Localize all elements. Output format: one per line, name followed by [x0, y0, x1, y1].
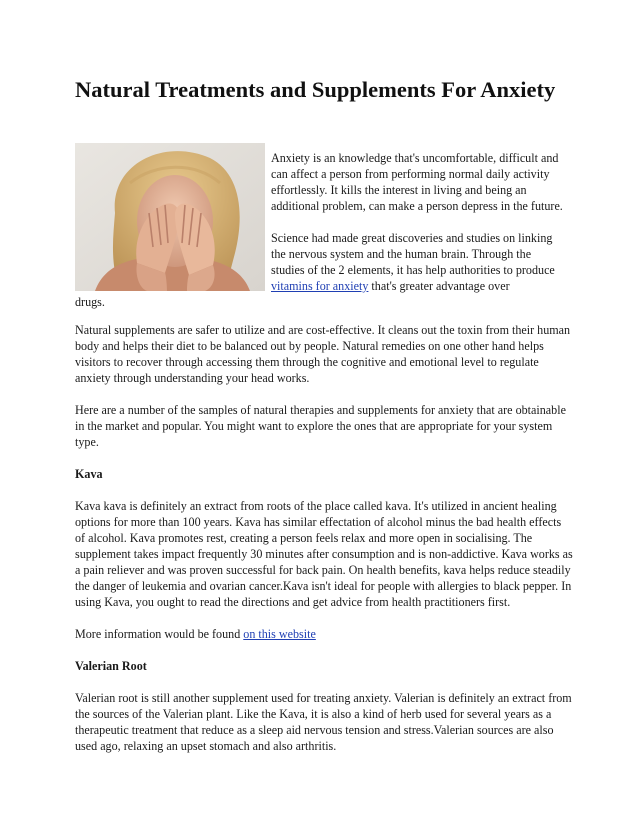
vitamins-for-anxiety-link[interactable]: vitamins for anxiety — [271, 279, 369, 293]
more-info-paragraph — [75, 626, 573, 642]
website-link[interactable]: on this website — [243, 627, 316, 641]
woman-holding-head-in-hands-photo — [75, 143, 265, 291]
samples-paragraph: Here are a number of the samples of natural therapies and supplements for anxiety that are obtainable in the market and popular. You might want to explore the ones that are appropriate for your system type. — [75, 403, 566, 449]
intro-paragraph-2-continued: drugs. — [75, 295, 105, 309]
natural-supplements-paragraph: Natural supplements are safer to utilize and are cost-effective. It cleans out the toxin from their human body and helps their diet to be balanced out by people. Natural remedies on one other hand helps visitors to recover through accessing them through the cognitive and emotional level to regulate anxiety through understanding your head works. — [75, 323, 571, 385]
kava-heading: Kava — [75, 467, 103, 481]
article-body — [75, 322, 573, 770]
page-title: Natural Treatments and Supplements For Anxiety — [75, 77, 556, 102]
intro-paragraph-1: Anxiety is an knowledge that's uncomfortable, difficult and can affect a person from performing normal daily activity effortlessly. It kills the interest in living and being an additional problem, can make a person depress in the future. — [271, 151, 563, 213]
intro-paragraph-2 — [271, 230, 563, 294]
kava-paragraph: Kava kava is definitely an extract from roots of the place called kava. It's utilized in ancient healing options for more than 100 years. Kava has similar effectation of alcohol minus the bad health effects of alcohol. Kava promotes rest, creating a person feels relax and more open in socialising. The supplement takes impact frequently 30 minutes after consumption and is non-addictive. Kava works as a pain reliever and was proven successful for back pain. On health benefits, kava helps reduce steadily the danger of leukemia and ovarian cancer.Kava isn't ideal for people with allergies to black pepper. In using Kava, you ought to read the directions and get advice from health practitioners first. — [75, 499, 573, 609]
valerian-root-heading: Valerian Root — [75, 659, 147, 673]
intro-text — [271, 150, 563, 294]
intro-paragraph-2-text: Science had made great discoveries and studies on linking the nervous system and the human brain. Through the studies of the 2 elements, it has help authorities to produce — [271, 231, 555, 277]
more-info-text: More information would be found — [75, 627, 244, 641]
valerian-paragraph: Valerian root is still another supplement used for treating anxiety. Valerian is definitely an extract from the sources of the Valerian plant. Like the Kava, it is also a kind of herb used for several years as a therapeutic treatment that reduce as a sleep aid nervous tension and stress.Valerian sources are also used ago, relaxing an upset stomach and also arthritis. — [75, 691, 572, 753]
intro-paragraph-2-tail: that's greater advantage over — [368, 279, 510, 293]
